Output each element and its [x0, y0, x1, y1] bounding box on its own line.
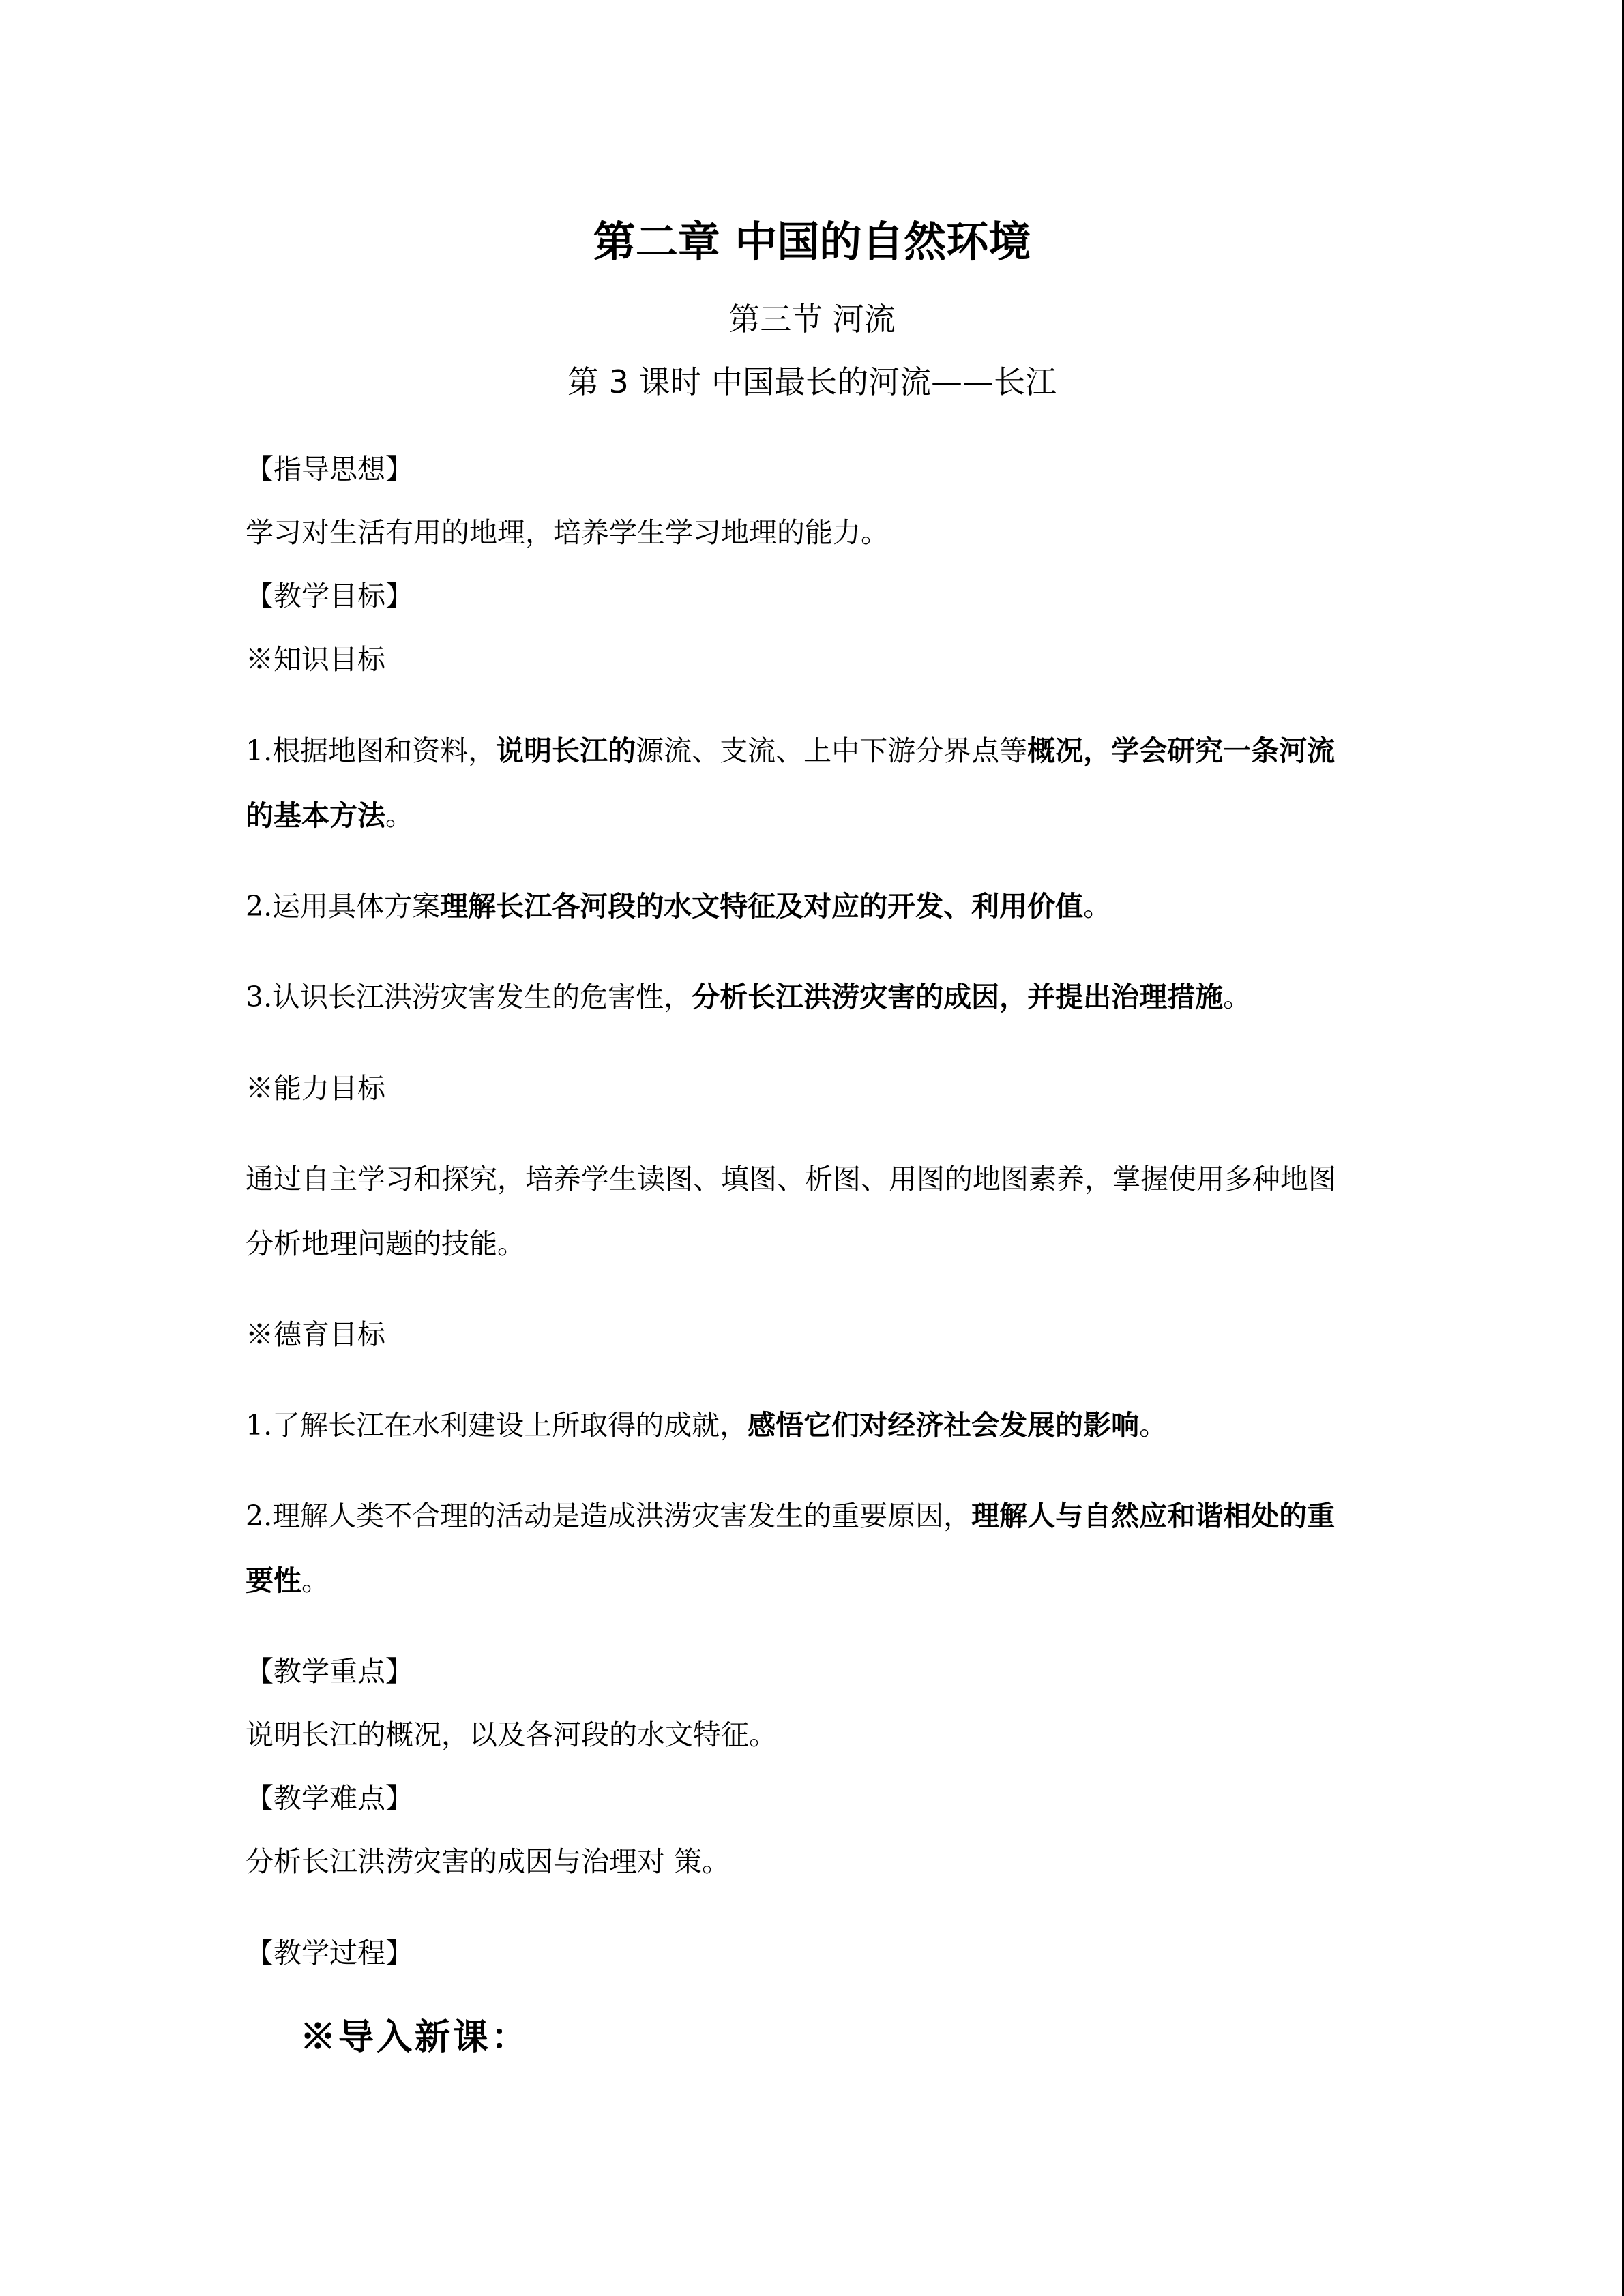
moral-item-1 [246, 1407, 1371, 1443]
knowledge-item-1-line-1 [246, 733, 1371, 769]
emphasis-text: 说明长江的 [496, 734, 636, 767]
section-title: 第三节 河流 [728, 301, 896, 338]
ability-objective-line-2: 分析地理问题的技能。 [246, 1227, 525, 1260]
ability-objective-line-1: 通过自主学习和探究，培养学生读图、填图、析图、用图的地图素养，掌握使用多种地图 [246, 1163, 1336, 1195]
text-run: 3.认识长江洪涝灾害发生的危害性， [246, 981, 692, 1013]
key-points-text: 说明长江的概况，以及各河段的水文特征。 [246, 1718, 777, 1751]
guiding-thought-heading: 【指导思想】 [246, 453, 413, 486]
ability-objective-heading: ※能力目标 [246, 1072, 385, 1105]
difficulties-heading: 【教学难点】 [246, 1782, 413, 1815]
emphasis-text: 理解长江各河段的水文特征及对应的开发、利用价值 [440, 890, 1084, 923]
emphasis-text: 分析长江洪涝灾害的成因，并提出治理措施 [692, 981, 1224, 1013]
objectives-heading: 【教学目标】 [246, 580, 413, 612]
emphasis-text: 感悟它们对经济社会发展的影响 [748, 1409, 1140, 1442]
emphasis-text: 理解人与自然应和谐相处的重 [971, 1500, 1335, 1532]
knowledge-objective-heading: ※知识目标 [246, 643, 385, 676]
chapter-title: 第二章 中国的自然环境 [593, 217, 1031, 267]
emphasis-text: 的基本方法 [246, 799, 385, 832]
text-run: 1.根据地图和资料， [246, 734, 497, 767]
emphasis-text: 要性 [246, 1564, 301, 1597]
moral-item-2-line-2 [246, 1563, 1371, 1598]
moral-objective-heading: ※德育目标 [246, 1318, 385, 1351]
guiding-thought-text: 学习对生活有用的地理，培养学生学习地理的能力。 [246, 516, 889, 549]
knowledge-item-3 [246, 979, 1371, 1015]
text-run: 。 [1083, 890, 1112, 923]
intro-new-lesson-heading: ※导入新课： [300, 2016, 530, 2058]
text-run: 。 [301, 1564, 329, 1597]
moral-item-2-line-1 [246, 1498, 1371, 1534]
key-points-heading: 【教学重点】 [246, 1655, 413, 1688]
knowledge-item-1-line-2 [246, 798, 1371, 833]
lesson-title: 第 3 课时 中国最长的河流——长江 [567, 363, 1057, 400]
text-run: 1.了解长江在水利建设上所取得的成就， [246, 1409, 748, 1442]
knowledge-item-2 [246, 889, 1371, 924]
emphasis-text: 概况，学会研究一条河流 [1027, 734, 1335, 767]
text-run: 。 [1223, 981, 1252, 1013]
text-run: 。 [385, 799, 413, 832]
process-heading: 【教学过程】 [246, 1937, 413, 1969]
text-run: 源流、支流、上中下游分界点等 [636, 734, 1028, 767]
difficulties-text: 分析长江洪涝灾害的成因与治理对 策。 [246, 1845, 730, 1878]
text-run: 2.理解人类不合理的活动是造成洪涝灾害发生的重要原因， [246, 1500, 972, 1532]
text-run: 。 [1139, 1409, 1168, 1442]
text-run: 2.运用具体方案 [246, 890, 441, 923]
